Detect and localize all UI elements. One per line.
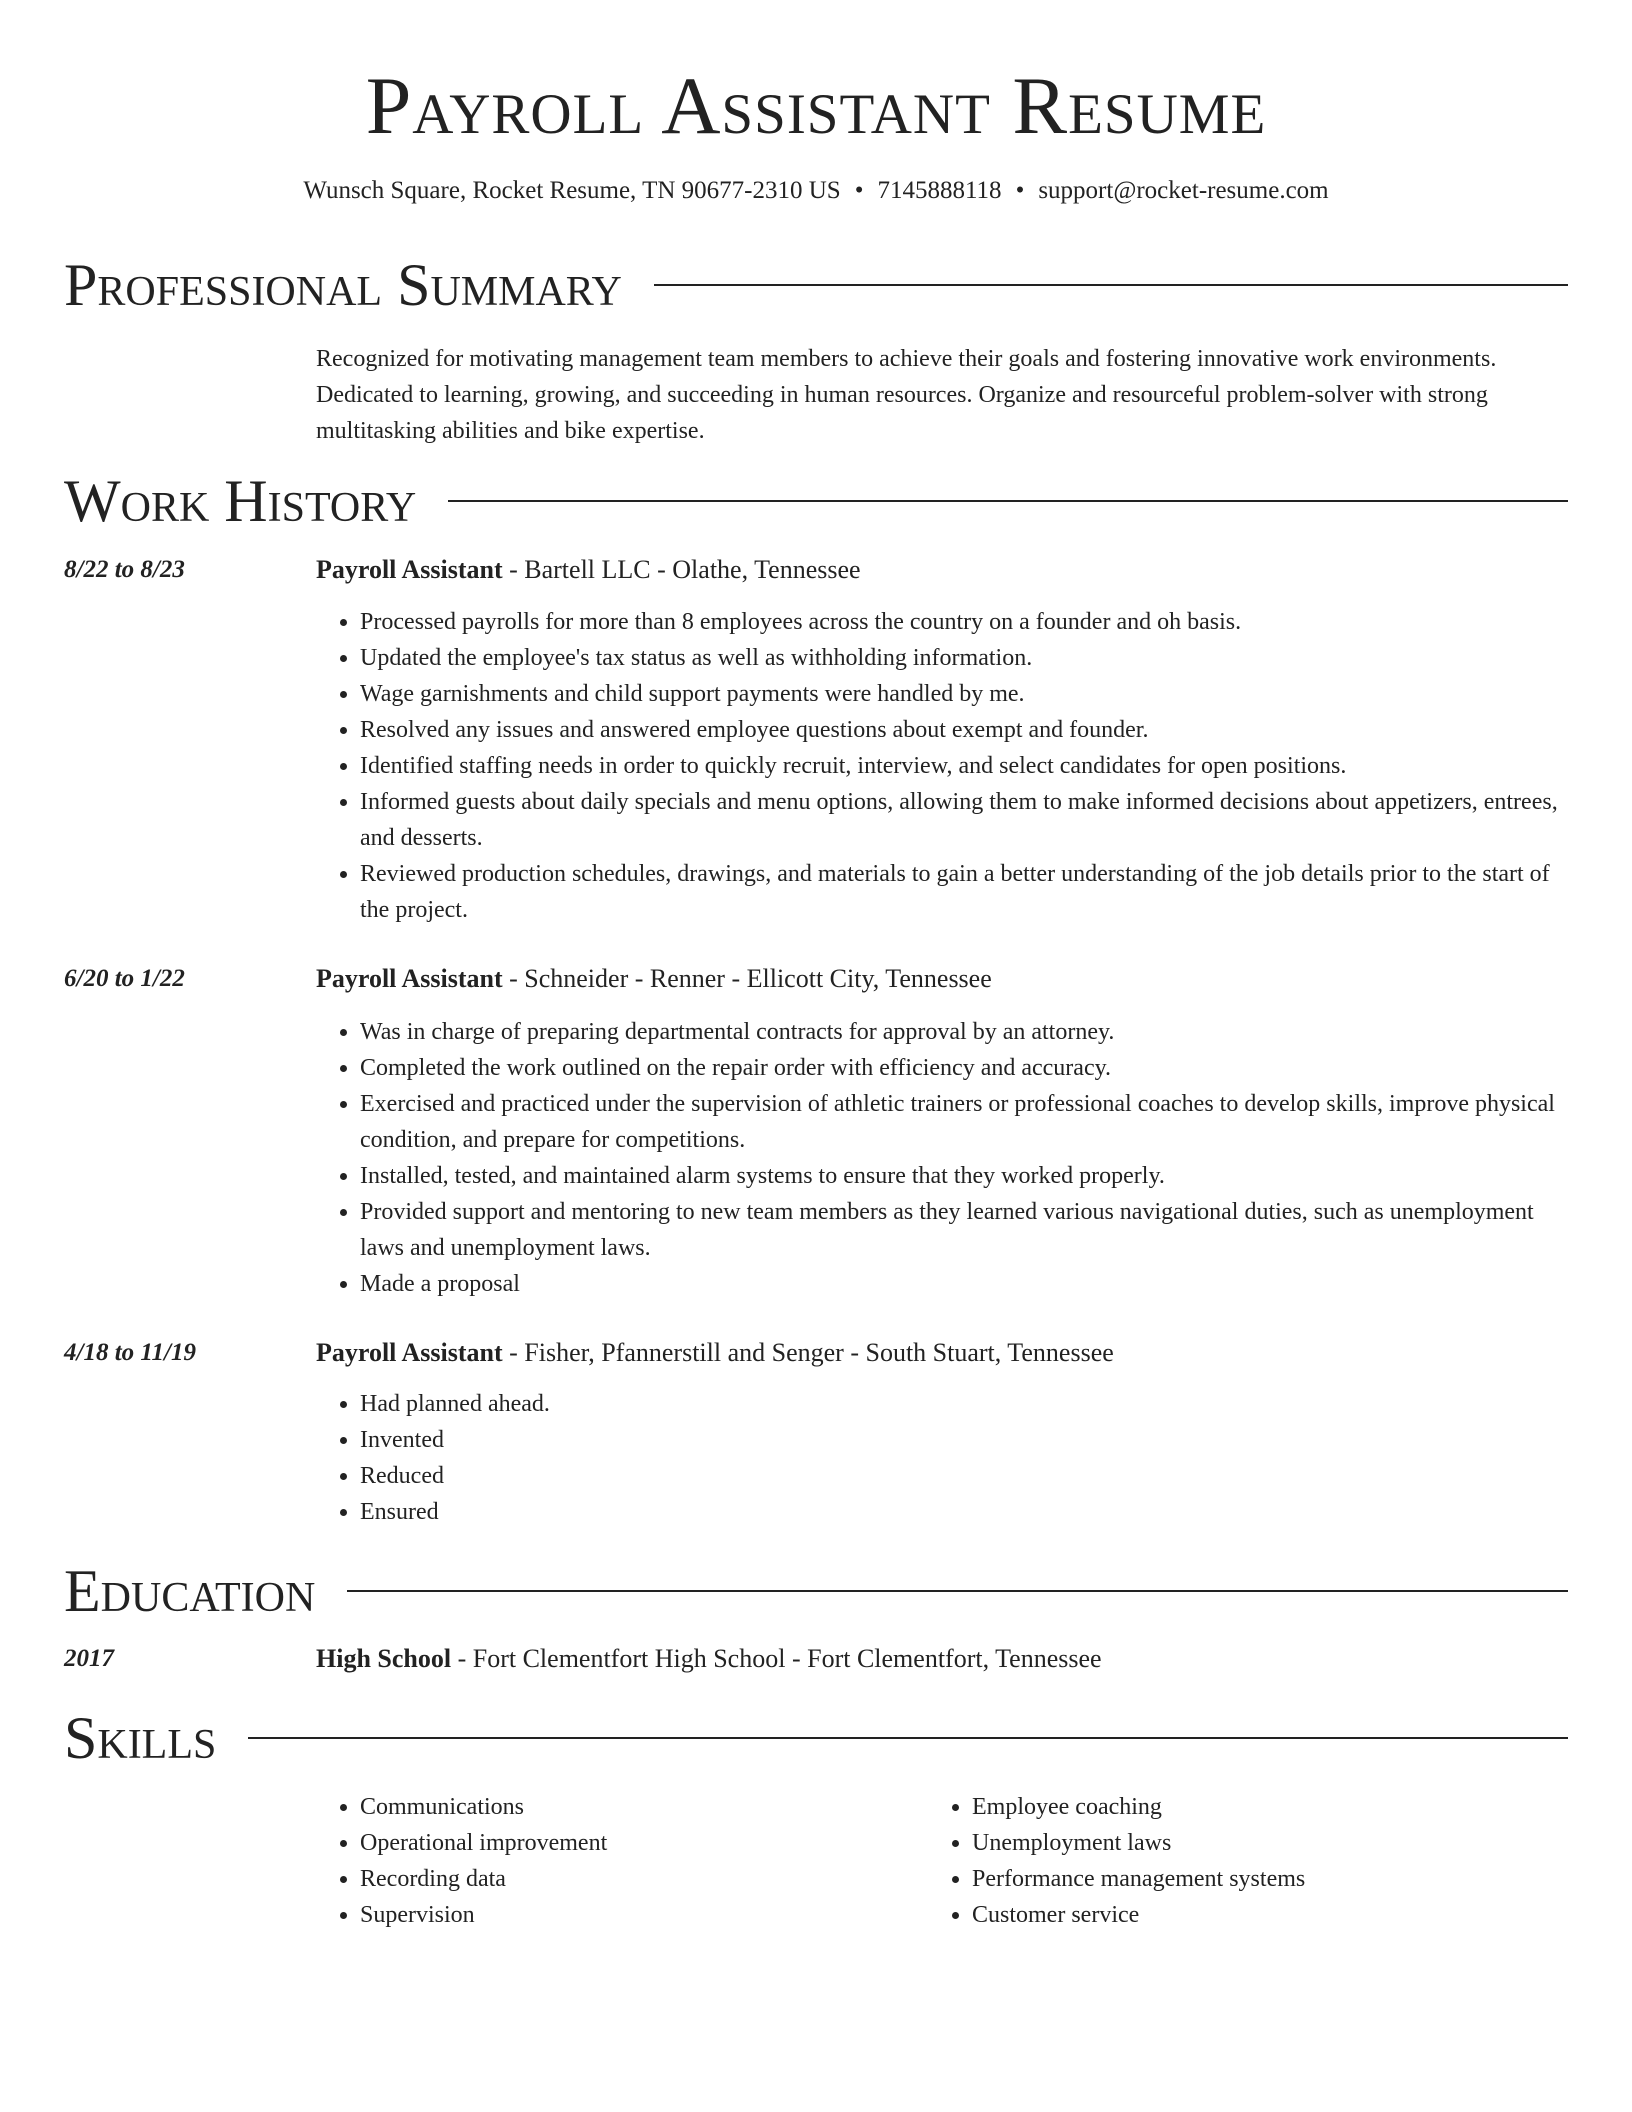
section-divider	[248, 1737, 1568, 1739]
section-header-education	[64, 1556, 1568, 1626]
job-details: - Bartell LLC - Olathe, Tennessee	[502, 555, 861, 584]
job-title: Payroll Assistant	[316, 1338, 503, 1367]
education-year: 2017	[64, 1645, 114, 1672]
job-title: Payroll Assistant	[316, 964, 503, 993]
skill-item: • Operational improvement	[360, 1825, 920, 1861]
skills-list-left	[316, 1789, 920, 1933]
list-item: • Invented	[360, 1422, 1568, 1458]
job-heading	[316, 964, 1568, 994]
resume-title: Payroll Assistant Resume	[365, 60, 1267, 151]
list-item: • Wage garnishments and child support payments were handled by me.	[360, 676, 1568, 712]
phone: 7145888118	[877, 177, 1002, 204]
section-title-work: Work History	[64, 468, 417, 534]
list-item: • Processed payrolls for more than 8 employees across the country on a founder and oh basis.	[360, 604, 1568, 640]
email: support@rocket-resume.com	[1038, 177, 1329, 204]
education-heading	[316, 1644, 1568, 1674]
list-item: • Had planned ahead.	[360, 1386, 1568, 1422]
skill-item: • Unemployment laws	[972, 1825, 1592, 1861]
section-title-summary: Professional Summary	[64, 252, 622, 318]
job-bullets	[316, 1386, 1568, 1530]
list-item: • Made a proposal	[360, 1266, 1568, 1302]
skills-list-right	[928, 1789, 1592, 1933]
job-heading	[316, 555, 1568, 585]
list-item: • Provided support and mentoring to new team members as they learned various navigational duties, such as unemployment laws and unemployment laws.	[360, 1194, 1568, 1266]
list-item: • Was in charge of preparing departmental contracts for approval by an attorney.	[360, 1014, 1568, 1050]
job-bullets	[316, 604, 1568, 928]
skill-item: • Communications	[360, 1789, 920, 1825]
skill-item: • Performance management systems	[972, 1861, 1592, 1897]
list-item: • Installed, tested, and maintained alarm systems to ensure that they worked properly.	[360, 1158, 1568, 1194]
list-item: • Informed guests about daily specials and menu options, allowing them to make informed decisions about appetizers, entrees, and desserts.	[360, 784, 1568, 856]
address: Wunsch Square, Rocket Resume, TN 90677-2310 US	[303, 177, 841, 204]
job-details: - Schneider - Renner - Ellicott City, Tennessee	[502, 964, 992, 993]
education-details: - Fort Clementfort High School - Fort Clementfort, Tennessee	[451, 1644, 1102, 1673]
skill-item: • Customer service	[972, 1897, 1592, 1933]
job-dates: 8/22 to 8/23	[64, 556, 185, 583]
section-divider	[654, 284, 1568, 286]
list-item: • Ensured	[360, 1494, 1568, 1530]
skill-item: • Employee coaching	[972, 1789, 1592, 1825]
section-header-skills	[64, 1703, 1568, 1773]
section-header-work	[64, 466, 1568, 536]
job-details: - Fisher, Pfannerstill and Senger - South Stuart, Tennessee	[502, 1338, 1114, 1367]
contact-line	[0, 176, 1632, 206]
job-dates: 4/18 to 11/19	[64, 1339, 196, 1366]
list-item: • Updated the employee's tax status as well as withholding information.	[360, 640, 1568, 676]
separator-dot: •	[1015, 177, 1025, 204]
section-header-summary	[64, 250, 1568, 320]
section-divider	[448, 500, 1568, 502]
section-title-education: Education	[64, 1558, 316, 1624]
list-item: • Exercised and practiced under the supervision of athletic trainers or professional coaches to develop skills, improve physical condition, and prepare for competitions.	[360, 1086, 1568, 1158]
job-dates: 6/20 to 1/22	[64, 965, 185, 992]
job-bullets	[316, 1014, 1568, 1302]
skill-item: • Recording data	[360, 1861, 920, 1897]
list-item: • Reduced	[360, 1458, 1568, 1494]
list-item: • Reviewed production schedules, drawings, and materials to gain a better understanding of the job details prior to the start of the project.	[360, 856, 1568, 928]
section-title-skills: Skills	[64, 1705, 217, 1771]
separator-dot: •	[854, 177, 864, 204]
job-title: Payroll Assistant	[316, 555, 503, 584]
list-item: • Resolved any issues and answered employee questions about exempt and founder.	[360, 712, 1568, 748]
skill-item: • Supervision	[360, 1897, 920, 1933]
education-degree: High School	[316, 1644, 452, 1673]
list-item: • Identified staffing needs in order to quickly recruit, interview, and select candidates for open positions.	[360, 748, 1568, 784]
summary-text: Recognized for motivating management team members to achieve their goals and fostering innovative work environments. Dedicated to learning, growing, and succeeding in human resources. Organize and resourceful problem-solver with strong multitasking abilities and bike expertise.	[316, 346, 1497, 444]
list-item: • Completed the work outlined on the repair order with efficiency and accuracy.	[360, 1050, 1568, 1086]
job-heading	[316, 1338, 1568, 1368]
section-divider	[347, 1590, 1568, 1592]
